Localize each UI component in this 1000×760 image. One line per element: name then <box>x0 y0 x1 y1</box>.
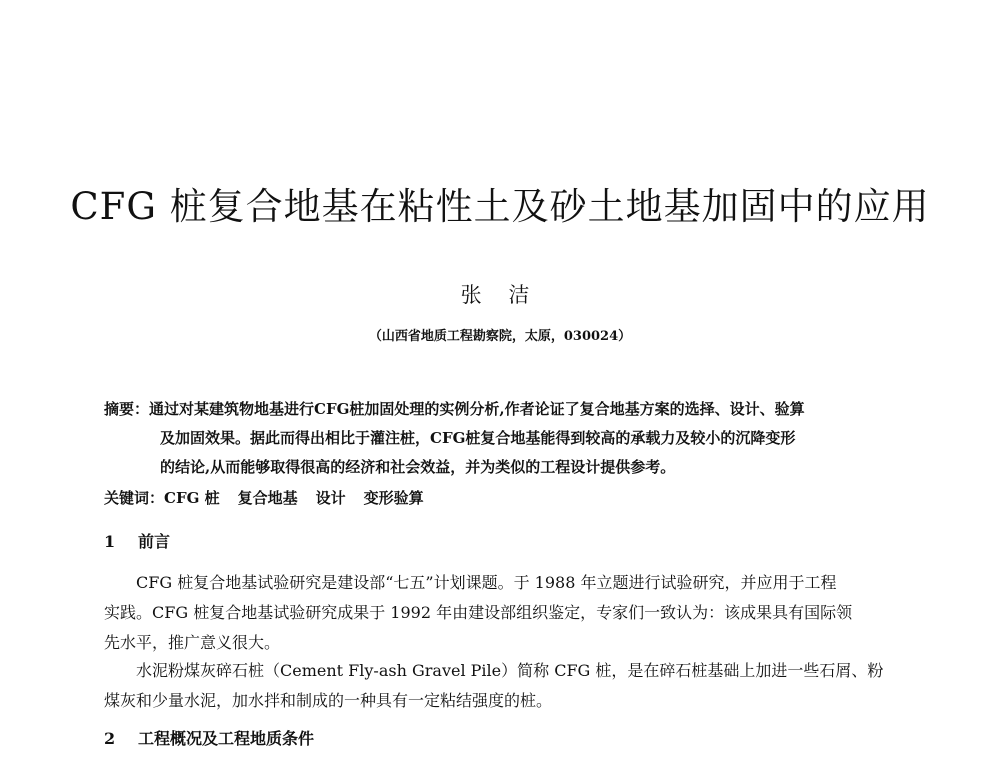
paragraph-line: 先水平，推广意义很大。 <box>104 633 281 652</box>
body-paragraph <box>104 568 919 658</box>
author-affiliation: （山西省地质工程勘察院，太原，030024） <box>368 329 632 344</box>
body-paragraph <box>104 656 919 716</box>
section-title: 工程概况及工程地质条件 <box>138 729 315 748</box>
abstract-label: 摘要： <box>104 400 150 418</box>
abstract-line: 及加固效果。据此而得出相比于灌注桩，CFG桩复合地基能得到较高的承载力及较小的沉降变形 <box>160 429 796 447</box>
keywords-label: 关键词： <box>104 489 165 507</box>
section-heading <box>104 727 314 751</box>
keyword: CFG 桩 <box>164 489 220 507</box>
paragraph-line: 实践。CFG 桩复合地基试验研究成果于 1992 年由建设部组织鉴定，专家们一致认为：该成果具有国际领 <box>104 603 853 622</box>
paragraph-line: CFG 桩复合地基试验研究是建设部“七五”计划课题。于 1988 年立题进行试验研究，并应用于工程 <box>136 573 837 592</box>
section-title: 前言 <box>138 532 171 551</box>
keyword: 设计 <box>315 489 346 507</box>
keyword: 复合地基 <box>237 489 298 507</box>
paragraph-line: 水泥粉煤灰碎石桩（Cement Fly-ash Gravel Pile）简称 CFG 桩，是在碎石桩基础上加进一些石屑、粉 <box>136 661 884 680</box>
keyword: 变形验算 <box>363 489 424 507</box>
paragraph-line: 煤灰和少量水泥，加水拌和制成的一种具有一定粘结强度的桩。 <box>104 691 553 710</box>
author-name: 张 洁 <box>460 283 540 307</box>
abstract <box>104 395 919 482</box>
section-heading <box>104 530 170 554</box>
section-number: 2 <box>104 729 116 748</box>
abstract-line: 的结论,从而能够取得很高的经济和社会效益，并为类似的工程设计提供参考。 <box>160 458 676 476</box>
keywords <box>104 485 919 511</box>
paper-title: CFG 桩复合地基在粘性土及砂土地基加固中的应用 <box>70 185 930 228</box>
abstract-line: 摘要：通过对某建筑物地基进行CFG桩加固处理的实例分析,作者论证了复合地基方案的选择、设计、验算 <box>104 400 805 418</box>
section-number: 1 <box>104 532 116 551</box>
